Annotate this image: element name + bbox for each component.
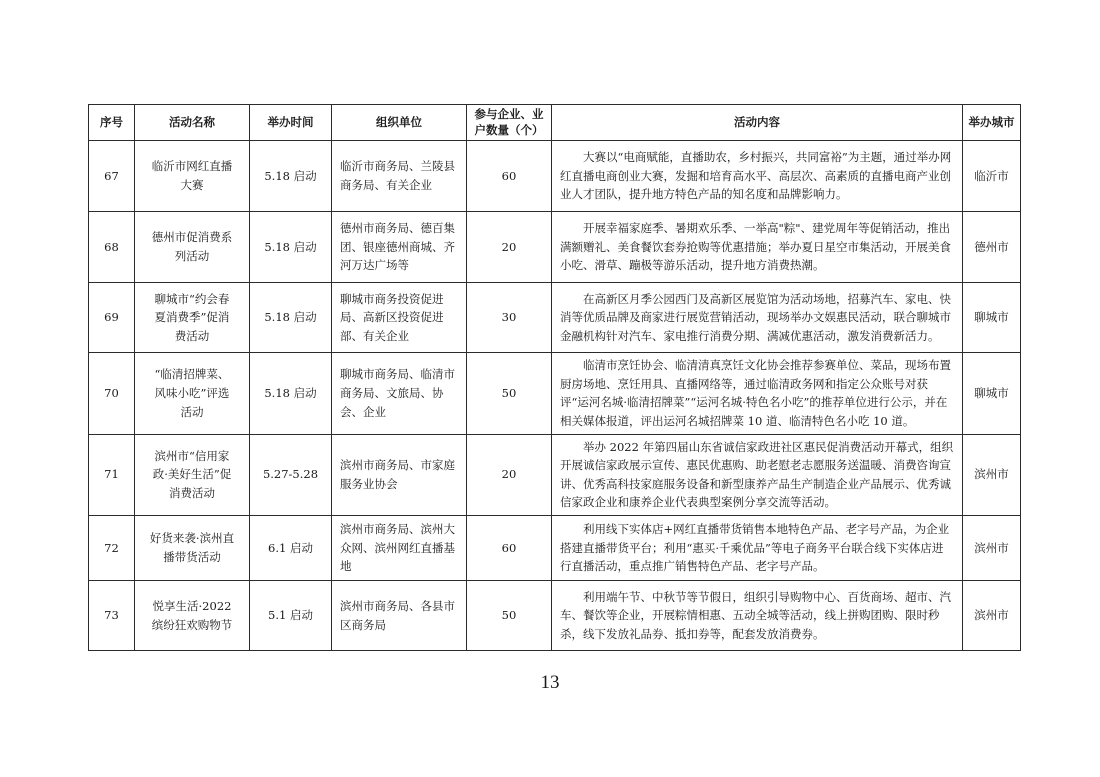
cell-seq: 72 [89, 516, 135, 581]
cell-count: 20 [467, 212, 552, 283]
cell-org: 滨州市商务局、滨州大众网、滨州网红直播基地 [332, 516, 467, 581]
table-row [89, 283, 1021, 353]
cell-content: 大赛以“电商赋能，直播助农，乡村振兴，共同富裕”为主题，通过举办网红直播电商创业大赛，发掘和培育高水平、高层次、高素质的直播电商产业创业人才团队，提升地方特色产品的知名度和品牌影响力。 [552, 141, 963, 212]
cell-name: “临清招牌菜、风味小吃”评选活动 [135, 353, 250, 435]
cell-time: 5.1 启动 [250, 581, 332, 651]
cell-seq: 67 [89, 141, 135, 212]
cell-time: 5.18 启动 [250, 353, 332, 435]
cell-name: 德州市促消费系列活动 [135, 212, 250, 283]
cell-city: 滨州市 [963, 581, 1021, 651]
cell-name: 临沂市网红直播大赛 [135, 141, 250, 212]
cell-name: 滨州市“信用家政·美好生活”促消费活动 [135, 434, 250, 516]
cell-name: 好货来袭·滨州直播带货活动 [135, 516, 250, 581]
cell-time: 5.18 启动 [250, 283, 332, 353]
header-count: 参与企业、业户数量（个） [467, 105, 552, 141]
cell-org: 聊城市商务投资促进局、高新区投资促进部、有关企业 [332, 283, 467, 353]
cell-city: 滨州市 [963, 434, 1021, 516]
cell-seq: 70 [89, 353, 135, 435]
cell-org: 聊城市商务局、临清市商务局、文旅局、协会、企业 [332, 353, 467, 435]
cell-content: 利用线下实体店+网红直播带货销售本地特色产品、老字号产品，为企业搭建直播带货平台；利用“惠买·千乘优品”等电子商务平台联合线下实体店进行直播活动，重点推广销售特色产品、老字号产品。 [552, 516, 963, 581]
table-row [89, 581, 1021, 651]
cell-count: 60 [467, 516, 552, 581]
cell-org: 滨州市商务局、市家庭服务业协会 [332, 434, 467, 516]
cell-org: 德州市商务局、德百集团、银座德州商城、齐河万达广场等 [332, 212, 467, 283]
cell-count: 50 [467, 353, 552, 435]
cell-name: 悦享生活·2022 缤纷狂欢购物节 [135, 581, 250, 651]
cell-city: 滨州市 [963, 516, 1021, 581]
cell-count: 20 [467, 434, 552, 516]
cell-count: 50 [467, 581, 552, 651]
cell-seq: 68 [89, 212, 135, 283]
cell-time: 6.1 启动 [250, 516, 332, 581]
table-row [89, 212, 1021, 283]
cell-content: 开展幸福家庭季、暑期欢乐季、一举高"粽"、建党周年等促销活动，推出满额赠礼、美食餐饮套券抢购等优惠措施；举办夏日星空市集活动，开展美食小吃、滑草、蹦极等游乐活动，提升地方消费热潮。 [552, 212, 963, 283]
cell-org: 滨州市商务局、各县市区商务局 [332, 581, 467, 651]
cell-count: 60 [467, 141, 552, 212]
table-row [89, 353, 1021, 435]
table-row [89, 141, 1021, 212]
header-name: 活动名称 [135, 105, 250, 141]
cell-city: 德州市 [963, 212, 1021, 283]
header-org: 组织单位 [332, 105, 467, 141]
cell-content: 举办 2022 年第四届山东省诚信家政进社区惠民促消费活动开幕式，组织开展诚信家政展示宣传、惠民优惠购、助老慰老志愿服务送温暖、消费咨询宣讲、优秀高科技家庭服务设备和新型康养产品生产制造企业产品展示、优秀诚信家政企业和康养企业代表典型案例分享交流等活动。 [552, 434, 963, 516]
cell-time: 5.27-5.28 [250, 434, 332, 516]
cell-org: 临沂市商务局、兰陵县商务局、有关企业 [332, 141, 467, 212]
header-row [89, 105, 1021, 141]
cell-seq: 69 [89, 283, 135, 353]
cell-count: 30 [467, 283, 552, 353]
activities-table [88, 104, 1021, 651]
cell-time: 5.18 启动 [250, 141, 332, 212]
table-body [89, 141, 1021, 651]
table-row [89, 434, 1021, 516]
cell-city: 临沂市 [963, 141, 1021, 212]
cell-seq: 73 [89, 581, 135, 651]
table-row [89, 516, 1021, 581]
cell-content: 临清市烹饪协会、临清清真烹饪文化协会推荐参赛单位、菜品，现场布置厨房场地、烹饪用具、直播网络等，通过临清政务网和指定公众账号对获评“运河名城·临清招牌菜”“运河名城·特色名小吃”的推荐单位进行公示，并在相关媒体报道，评出运河名城招牌菜 10 道、临清特色名小吃 10 道。 [552, 353, 963, 435]
cell-city: 聊城市 [963, 283, 1021, 353]
cell-name: 聊城市“约会春夏消费季”促消费活动 [135, 283, 250, 353]
cell-time: 5.18 启动 [250, 212, 332, 283]
table-header [89, 105, 1021, 141]
header-seq: 序号 [89, 105, 135, 141]
page-number: 13 [540, 672, 560, 693]
cell-city: 聊城市 [963, 353, 1021, 435]
cell-content: 在高新区月季公园西门及高新区展览馆为活动场地，招募汽车、家电、快消等优质品牌及商家进行展览营销活动，现场举办文娱惠民活动，联合聊城市金融机构针对汽车、家电推行消费分期、满减优惠活动，激发消费新活力。 [552, 283, 963, 353]
cell-seq: 71 [89, 434, 135, 516]
header-time: 举办时间 [250, 105, 332, 141]
header-content: 活动内容 [552, 105, 963, 141]
cell-content: 利用端午节、中秋节等节假日，组织引导购物中心、百货商场、超市、汽车、餐饮等企业，开展粽情相惠、五动全城等活动，线上拼购团购、限时秒杀，线下发放礼品券、抵扣券等，配套发放消费券。 [552, 581, 963, 651]
header-city: 举办城市 [963, 105, 1021, 141]
